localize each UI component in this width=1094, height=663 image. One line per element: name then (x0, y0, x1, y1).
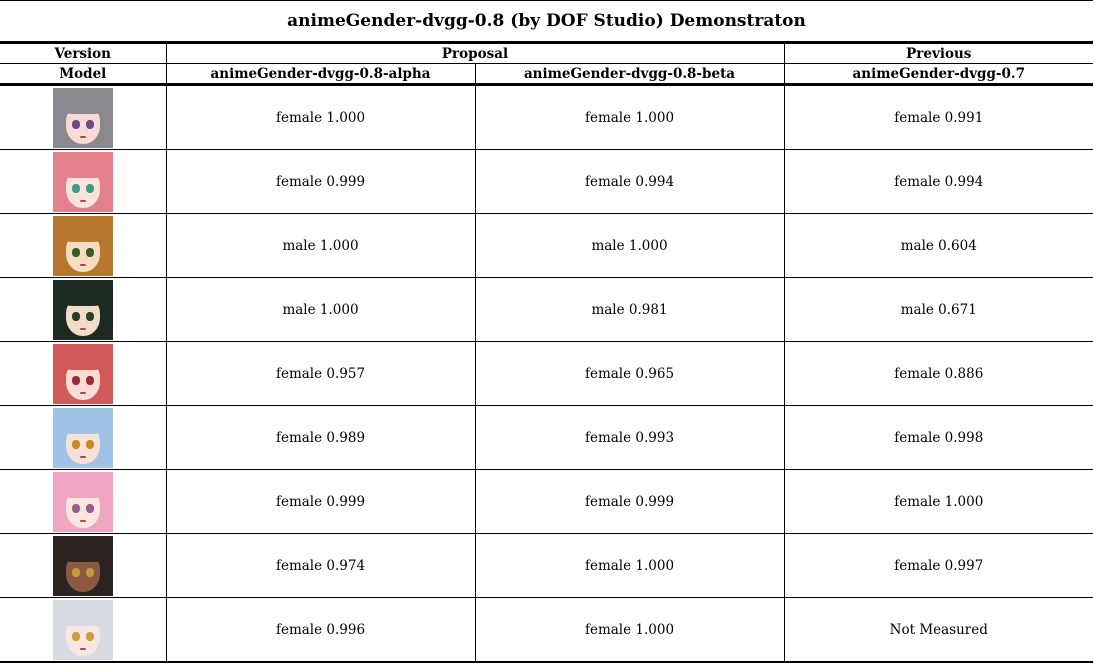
table-row (0, 150, 1093, 214)
thumbnail-cell (0, 150, 166, 214)
thumbnail-cell (0, 214, 166, 278)
previous-result-cell: female 1.000 (784, 470, 1093, 534)
alpha-result-cell: female 1.000 (166, 85, 475, 150)
previous-result-cell: female 0.994 (784, 150, 1093, 214)
brown-haired-boy-portrait (53, 216, 113, 276)
column-header-beta: animeGender-dvgg-0.8-beta (475, 64, 784, 85)
table-row (0, 470, 1093, 534)
alpha-result-cell: female 0.974 (166, 534, 475, 598)
thumbnail-cell (0, 470, 166, 534)
thumbnail-cell (0, 85, 166, 150)
grey-haired-girl-portrait (53, 88, 113, 148)
table-row (0, 598, 1093, 663)
white-haired-girl-portrait (53, 600, 113, 660)
table-row (0, 214, 1093, 278)
alpha-result-cell: female 0.989 (166, 406, 475, 470)
previous-result-cell: female 0.991 (784, 85, 1093, 150)
model-label: Model (0, 64, 166, 85)
alpha-result-cell: female 0.996 (166, 598, 475, 663)
beta-result-cell: male 1.000 (475, 214, 784, 278)
column-header-alpha: animeGender-dvgg-0.8-alpha (166, 64, 475, 85)
light-blue-haired-girl-portrait (53, 408, 113, 468)
previous-result-cell: female 0.886 (784, 342, 1093, 406)
previous-result-cell: female 0.997 (784, 534, 1093, 598)
alpha-result-cell: female 0.999 (166, 150, 475, 214)
beta-result-cell: female 1.000 (475, 598, 784, 663)
thumbnail-cell (0, 342, 166, 406)
table-title: animeGender-dvgg-0.8 (by DOF Studio) Demonstraton (0, 1, 1093, 43)
dark-skinned-girl-portrait (53, 536, 113, 596)
previous-result-cell: male 0.671 (784, 278, 1093, 342)
table-row (0, 278, 1093, 342)
previous-group-header: Previous (784, 43, 1093, 64)
beta-result-cell: female 1.000 (475, 85, 784, 150)
beta-result-cell: female 0.994 (475, 150, 784, 214)
header-row-version (0, 43, 1093, 64)
table-row (0, 406, 1093, 470)
beta-result-cell: female 0.993 (475, 406, 784, 470)
beta-result-cell: female 1.000 (475, 534, 784, 598)
table-row (0, 534, 1093, 598)
thumbnail-cell (0, 278, 166, 342)
pink-haired-smiling-girl-portrait (53, 472, 113, 532)
thumbnail-cell (0, 406, 166, 470)
alpha-result-cell: female 0.957 (166, 342, 475, 406)
header-row-model (0, 64, 1093, 85)
previous-result-cell: Not Measured (784, 598, 1093, 663)
pink-haired-girl-portrait (53, 152, 113, 212)
alpha-result-cell: male 1.000 (166, 214, 475, 278)
column-header-previous: animeGender-dvgg-0.7 (784, 64, 1093, 85)
beta-result-cell: male 0.981 (475, 278, 784, 342)
beta-result-cell: female 0.999 (475, 470, 784, 534)
alpha-result-cell: male 1.000 (166, 278, 475, 342)
previous-result-cell: female 0.998 (784, 406, 1093, 470)
black-haired-boy-portrait (53, 280, 113, 340)
table-row (0, 342, 1093, 406)
table-row (0, 85, 1093, 150)
thumbnail-cell (0, 598, 166, 663)
proposal-group-header: Proposal (166, 43, 784, 64)
thumbnail-cell (0, 534, 166, 598)
red-haired-girl-portrait (53, 344, 113, 404)
previous-result-cell: male 0.604 (784, 214, 1093, 278)
alpha-result-cell: female 0.999 (166, 470, 475, 534)
version-label: Version (0, 43, 166, 64)
beta-result-cell: female 0.965 (475, 342, 784, 406)
